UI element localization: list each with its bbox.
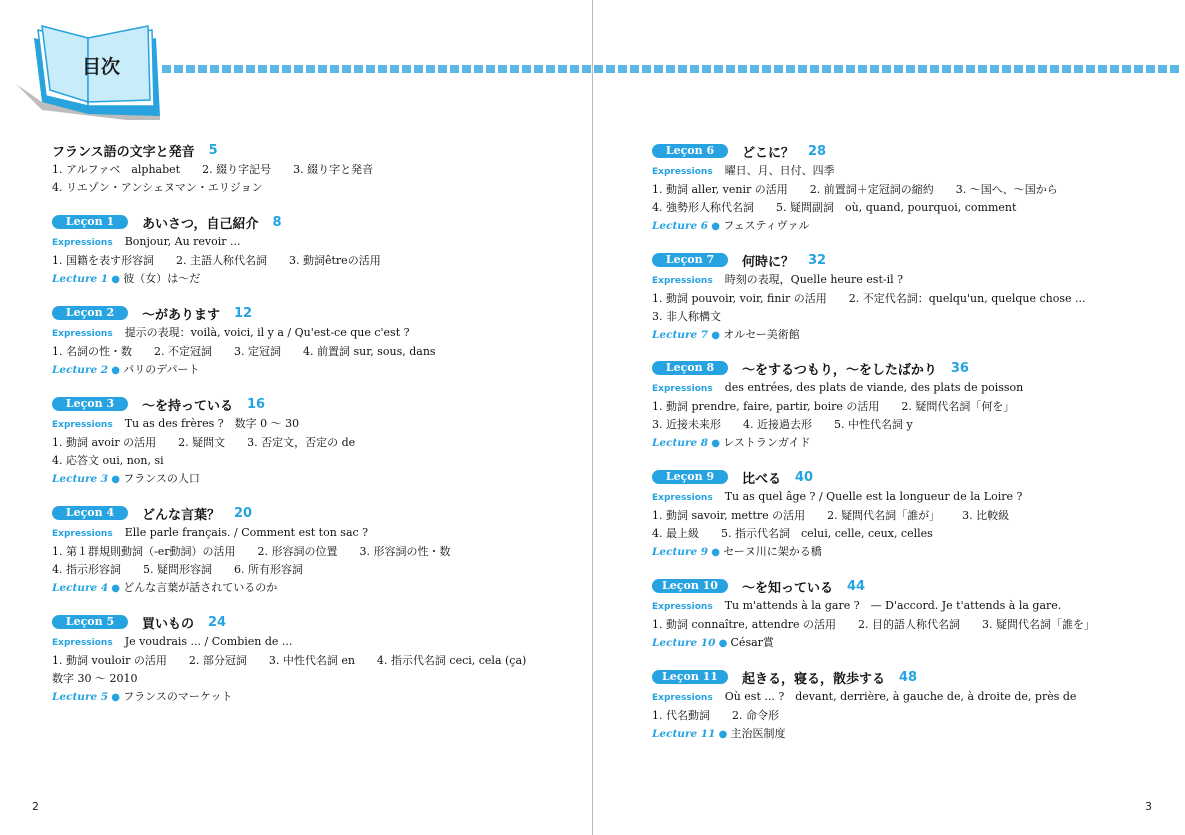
topic-line	[652, 398, 1036, 416]
lesson-title: 〜を知っている	[742, 580, 834, 596]
toc-section-prelim	[52, 139, 395, 197]
topic-line	[52, 161, 395, 179]
expressions-label: Expressions	[52, 420, 113, 430]
expressions-text: Tu as quel âge ? / Quelle est la longueur de la Loire ?	[724, 490, 1023, 503]
toc-lesson-section	[652, 575, 1117, 653]
topic-line	[52, 179, 395, 197]
topic-line	[52, 652, 548, 670]
topic-line	[52, 561, 472, 579]
bullet-icon: ●	[108, 583, 124, 594]
expressions-line	[652, 597, 1117, 616]
lecture-label: Lecture 10	[652, 637, 716, 649]
topic-item: 1. アルファベ alphabet	[52, 163, 181, 176]
lesson-page-number: 12	[234, 305, 253, 321]
topic-line	[652, 616, 1117, 634]
lesson-title: どこに？	[742, 145, 795, 161]
lecture-title: パリのデパート	[123, 363, 200, 376]
lesson-page-number: 28	[808, 143, 827, 159]
lesson-page-number: 20	[234, 505, 253, 521]
topic-item: 2. 疑問文	[178, 436, 226, 449]
expressions-line	[652, 379, 1036, 398]
topic-item: 5. 指示代名詞 celui, celle, ceux, celles	[721, 527, 933, 540]
topic-item: 1. 代名動詞	[652, 709, 710, 722]
expressions-text: Où est ... ? devant, derrière, à gauche de, à droite de, près de	[724, 690, 1077, 703]
topic-item: 4. リエゾン・アンシェヌマン・エリジョン	[52, 181, 263, 194]
toc-lesson-section	[652, 466, 1031, 562]
lecture-label: Lecture 6	[652, 220, 709, 232]
page-number-right: 3	[1145, 800, 1152, 813]
topic-item: 4. 指示代名詞 ceci, cela (ça)	[376, 654, 527, 667]
topic-item: 3. 非人称構文	[652, 310, 721, 323]
expressions-text: des entrées, des plats de viande, des plats de poisson	[724, 381, 1024, 394]
expressions-text: 時刻の表現，Quelle heure est-il ?	[724, 273, 904, 286]
expressions-text: Bonjour, Au revoir ...	[124, 235, 241, 248]
lesson-badge: Leçon 3	[52, 397, 128, 411]
lecture-label: Lecture 3	[52, 473, 109, 485]
lesson-page-number: 32	[808, 252, 827, 268]
lesson-badge: Leçon 11	[652, 670, 728, 684]
bullet-icon: ●	[715, 729, 731, 740]
topic-item: 1. 国籍を表す形容詞	[52, 254, 154, 267]
lecture-title: César賞	[730, 636, 774, 649]
topic-line	[652, 181, 1080, 199]
bullet-icon: ●	[708, 547, 724, 558]
toc-lesson-section	[52, 211, 403, 289]
topic-item: 2. 形容詞の位置	[257, 545, 338, 558]
expressions-line	[652, 688, 1076, 707]
topic-item: 3. 中性代名詞 en	[268, 654, 355, 667]
topic-item: 2. 疑問代名詞「何を」	[901, 400, 1015, 413]
topic-item: 1. 名詞の性・数	[52, 345, 132, 358]
lesson-page-number: 16	[247, 396, 266, 412]
topic-item: 4. 最上級	[652, 527, 699, 540]
lesson-header	[52, 611, 548, 633]
topic-item: 3. 形容詞の性・数	[359, 545, 451, 558]
lesson-badge: Leçon 2	[52, 306, 128, 320]
lecture-label: Lecture 4	[52, 582, 109, 594]
lesson-badge: Leçon 1	[52, 215, 128, 229]
lesson-page-number: 44	[847, 578, 866, 594]
page-spine	[592, 0, 593, 835]
topic-item: 2. 部分冠詞	[188, 654, 247, 667]
toc-lesson-section	[52, 393, 377, 489]
lesson-title: あいさつ，自己紹介	[142, 216, 259, 232]
expressions-label: Expressions	[652, 276, 713, 286]
topic-line	[652, 507, 1031, 525]
topic-line	[52, 434, 377, 452]
lesson-page-number: 40	[795, 469, 814, 485]
expressions-label: Expressions	[52, 238, 113, 248]
lesson-badge: Leçon 6	[652, 144, 728, 158]
topic-line	[52, 452, 377, 470]
lecture-title: フェスティヴァル	[723, 219, 810, 232]
topic-line	[652, 525, 1031, 543]
section-page-number: 5	[208, 142, 218, 158]
lesson-badge: Leçon 4	[52, 506, 128, 520]
topic-item: 1. 動詞 aller, venir の活用	[652, 183, 788, 196]
toc-lesson-section	[652, 249, 1108, 345]
lecture-line	[652, 543, 1031, 562]
topic-item: 5. 中性代名詞 y	[834, 418, 913, 431]
topic-item: 3. 綴り字と発音	[293, 163, 374, 176]
bullet-icon: ●	[108, 692, 124, 703]
topic-item: 2. 疑問代名詞「誰が」	[827, 509, 941, 522]
bullet-icon: ●	[108, 474, 124, 485]
lesson-header	[652, 466, 1031, 488]
topic-line	[652, 290, 1108, 308]
lecture-title: セーヌ川に架かる橋	[723, 545, 822, 558]
expressions-line	[652, 488, 1031, 507]
toc-lesson-section	[652, 666, 1076, 744]
topic-item: 4. 近接過去形	[743, 418, 812, 431]
lecture-line	[52, 270, 403, 289]
topic-item: 2. 主語人称代名詞	[176, 254, 267, 267]
expressions-text: Je voudrais ... / Combien de ...	[124, 635, 293, 648]
topic-item: 3. 動詞êtreの活用	[289, 254, 381, 267]
bullet-icon: ●	[715, 638, 731, 649]
lecture-title: フランスのマーケット	[123, 690, 233, 703]
topic-line	[52, 543, 472, 561]
lesson-title: 何時に？	[742, 254, 795, 270]
lecture-title: どんな言葉が話されているのか	[123, 581, 278, 594]
lesson-page-number: 36	[950, 360, 969, 376]
expressions-text: 曜日、月、日付、四季	[724, 164, 835, 177]
lesson-page-number: 8	[272, 214, 282, 230]
topic-item: 1. 動詞 vouloir の活用	[52, 654, 167, 667]
expressions-label: Expressions	[52, 329, 113, 339]
lesson-title: 買いもの	[142, 616, 195, 632]
lecture-title: 主治医制度	[730, 727, 786, 740]
topic-item: 2. 前置詞＋定冠詞の縮約	[809, 183, 934, 196]
lecture-title: 彼（女）は〜だ	[123, 272, 201, 285]
lesson-title: 〜を持っている	[142, 398, 234, 414]
section-title: フランス語の文字と発音	[52, 144, 195, 160]
topic-item: 3. 比較級	[962, 509, 1010, 522]
topic-item: 4. 指示形容詞	[52, 563, 121, 576]
topic-item: 3. ～国へ、～国から	[955, 183, 1058, 196]
bullet-icon: ●	[708, 438, 724, 449]
expressions-line	[52, 633, 548, 652]
topic-item: 2. 命令形	[732, 709, 779, 722]
lesson-badge: Leçon 10	[652, 579, 728, 593]
lesson-header	[52, 211, 403, 233]
lecture-line	[652, 434, 1036, 453]
expressions-text: Tu as des frères ? 数字 0 ～ 30	[124, 417, 300, 430]
toc-lesson-section	[52, 611, 548, 707]
expressions-label: Expressions	[652, 167, 713, 177]
topic-item: 1. 動詞 savoir, mettre の活用	[652, 509, 806, 522]
lecture-label: Lecture 7	[652, 329, 709, 341]
expressions-text: Tu m'attends à la gare ? — D'accord. Je t'attends à la gare.	[724, 599, 1062, 612]
topic-line	[52, 670, 548, 688]
toc-lesson-section	[52, 302, 458, 380]
lesson-header	[52, 302, 458, 324]
expressions-text: Elle parle français. / Comment est ton sac ?	[124, 526, 369, 539]
lecture-line	[652, 326, 1108, 345]
lesson-header	[52, 502, 472, 524]
topic-line	[52, 252, 403, 270]
lecture-line	[52, 361, 458, 380]
topic-item: 5. 疑問形容詞	[143, 563, 212, 576]
topic-item: 1. 動詞 pouvoir, voir, finir の活用	[652, 292, 827, 305]
lecture-line	[652, 217, 1080, 236]
lesson-badge: Leçon 8	[652, 361, 728, 375]
expressions-label: Expressions	[52, 529, 113, 539]
lecture-label: Lecture 9	[652, 546, 709, 558]
toc-lesson-section	[652, 140, 1080, 236]
lecture-label: Lecture 5	[52, 691, 109, 703]
topic-item: 6. 所有形容詞	[234, 563, 303, 576]
lesson-header	[652, 666, 1076, 688]
expressions-text: 提示の表現：voilà, voici, il y a / Qu'est-ce que c'est ?	[124, 326, 410, 339]
lesson-header	[52, 393, 377, 415]
topic-item: 3. 近接未来形	[652, 418, 721, 431]
lesson-badge: Leçon 9	[652, 470, 728, 484]
bullet-icon: ●	[708, 330, 724, 341]
lesson-badge: Leçon 5	[52, 615, 128, 629]
bullet-icon: ●	[108, 274, 124, 285]
topic-line	[652, 199, 1080, 217]
topic-item: 4. 前置詞 sur, sous, dans	[303, 345, 436, 358]
lecture-title: レストランガイド	[723, 436, 811, 449]
lecture-label: Lecture 11	[652, 728, 716, 740]
expressions-line	[52, 233, 403, 252]
lecture-label: Lecture 2	[52, 364, 109, 376]
lesson-badge: Leçon 7	[652, 253, 728, 267]
page-number-left: 2	[32, 800, 39, 813]
topic-item: 5. 疑問副詞 où, quand, pourquoi, comment	[776, 201, 1017, 214]
lecture-label: Lecture 8	[652, 437, 709, 449]
lesson-title: 比べる	[742, 471, 782, 487]
lesson-title: どんな言葉？	[142, 507, 221, 523]
expressions-line	[652, 162, 1080, 181]
topic-item: 2. 不定冠詞	[154, 345, 212, 358]
dotted-divider	[162, 65, 1180, 73]
lesson-title: 〜があります	[142, 307, 221, 323]
topic-item: 2. 不定代名詞：quelqu'un, quelque chose ...	[848, 292, 1086, 305]
topic-item: 3. 疑問代名詞「誰を」	[982, 618, 1095, 631]
topic-line	[652, 308, 1108, 326]
lecture-line	[52, 579, 472, 598]
lecture-title: オルセー美術館	[723, 328, 800, 341]
topic-line	[652, 707, 1076, 725]
topic-item: 3. 定冠詞	[234, 345, 281, 358]
expressions-label: Expressions	[52, 638, 113, 648]
topic-item: 2. 綴り字記号	[202, 163, 272, 176]
bullet-icon: ●	[708, 221, 724, 232]
topic-item: 4. 応答文 oui, non, si	[52, 454, 164, 467]
lecture-line	[52, 688, 548, 707]
topic-item: 3. 否定文，否定の de	[247, 436, 356, 449]
lesson-header	[652, 140, 1080, 162]
toc-lesson-section	[52, 502, 472, 598]
expressions-line	[52, 324, 458, 343]
topic-line	[52, 343, 458, 361]
lecture-line	[52, 470, 377, 489]
lecture-line	[652, 725, 1076, 744]
topic-item: 4. 強勢形人称代名詞	[652, 201, 754, 214]
lesson-header	[652, 575, 1117, 597]
bullet-icon: ●	[108, 365, 124, 376]
lesson-header	[652, 357, 1036, 379]
page-title: 目次	[82, 56, 121, 78]
expressions-label: Expressions	[652, 693, 713, 703]
expressions-label: Expressions	[652, 602, 713, 612]
topic-item: 2. 目的語人称代名詞	[858, 618, 960, 631]
expressions-label: Expressions	[652, 384, 713, 394]
expressions-line	[652, 271, 1108, 290]
lesson-title: 起きる，寝る，散歩する	[742, 671, 886, 687]
lesson-title: 〜をするつもり，〜をしたばかり	[742, 362, 937, 378]
lesson-page-number: 24	[208, 614, 227, 630]
lesson-header	[652, 249, 1108, 271]
lecture-title: フランスの人口	[123, 472, 200, 485]
topic-line	[652, 416, 1036, 434]
expressions-line	[52, 524, 472, 543]
expressions-line	[52, 415, 377, 434]
section-header	[52, 139, 395, 161]
topic-item: 1. 動詞 connaître, attendre の活用	[652, 618, 836, 631]
toc-lesson-section	[652, 357, 1036, 453]
topic-item: 1. 動詞 prendre, faire, partir, boire の活用	[652, 400, 880, 413]
lecture-label: Lecture 1	[52, 273, 109, 285]
lecture-line	[652, 634, 1117, 653]
topic-item: 数字 30 ～ 2010	[52, 672, 138, 685]
lesson-page-number: 48	[899, 669, 918, 685]
topic-item: 1. 第１群規則動詞（-er動詞）の活用	[52, 545, 236, 558]
expressions-label: Expressions	[652, 493, 713, 503]
topic-item: 1. 動詞 avoir の活用	[52, 436, 157, 449]
